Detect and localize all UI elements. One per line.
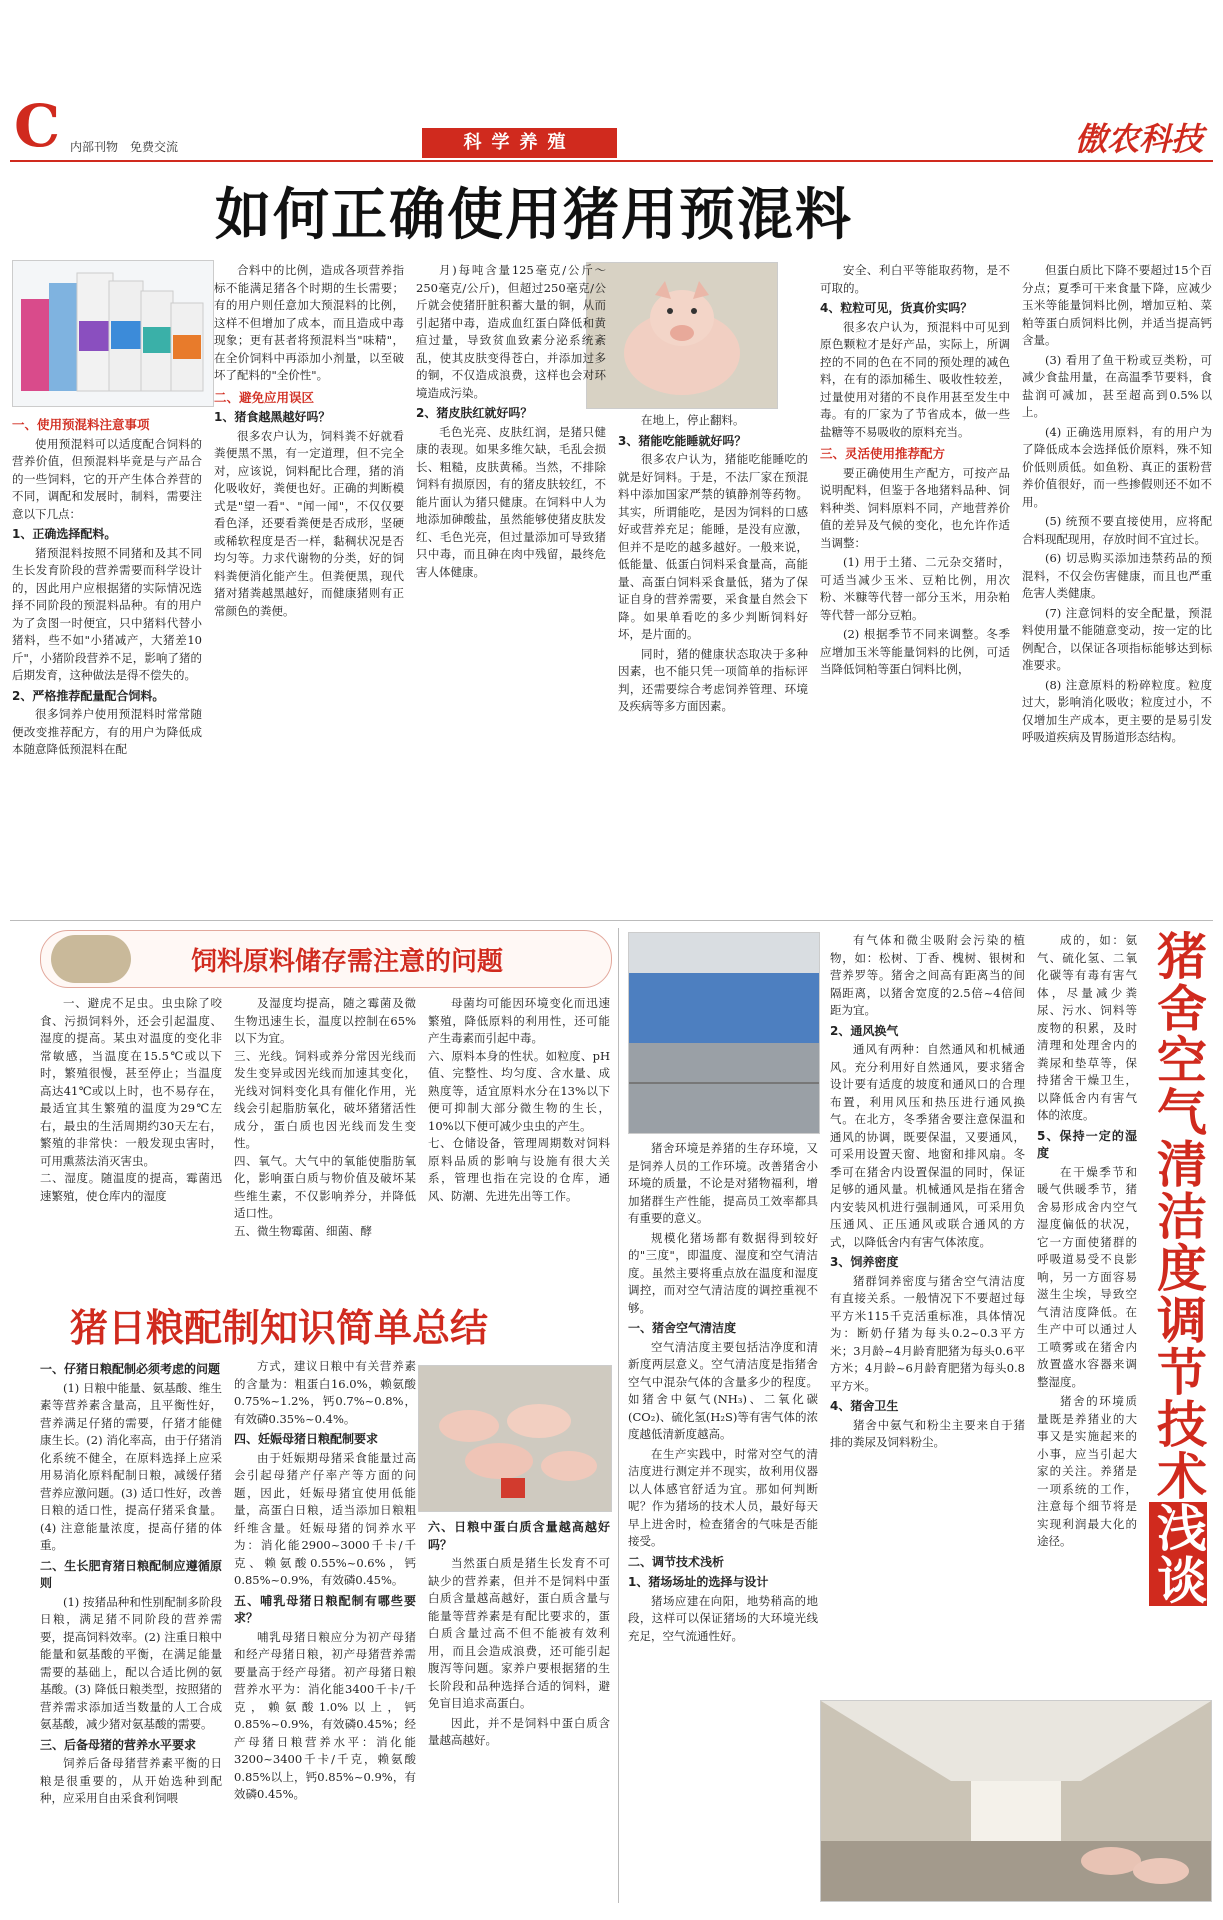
article2-col1: 一、避虎不足虫。虫虫除了咬食、污损饲料外，还会引起温度、湿度的提高。某虫对温度的变化非常敏感，当温度在15.5℃或以下时，繁殖很慢，甚至停止；当温度高达41℃或以上时，也不易存在，最适宜其生繁殖的温度为29℃左右，最虫的生活周期约30天左右，繁殖的非常快：一般发现虫害时，可用熏蒸法消灭害虫。 二、湿度。随温度的提高，霉菌迅速繁殖，使仓库内的湿度	[40, 996, 222, 1203]
subheading: 5、保持一定的湿度	[1037, 1128, 1137, 1160]
article3-col3	[428, 1358, 610, 1903]
article4-col3	[1037, 932, 1137, 1695]
article4-title-main: 猪舍空气清洁度调节技术	[1149, 930, 1207, 1502]
subheading: 六、日粮中蛋白质含量越高越好吗？	[428, 1520, 610, 1552]
paragraph: 在地上，停止翻料。	[641, 413, 745, 427]
paragraph: 成的，如：氨气、硫化氢、二氧化碳等有毒有害气体，尽量减少粪尿、污水、饲料等废物的积累，及时清理和处理舍内的粪尿和垫草等，保持猪舍干燥卫生，以降低舍内有害气体的浓度。	[1037, 933, 1137, 1122]
article1-heading-3: 三、灵活使用推荐配方	[820, 446, 946, 461]
article1-col2	[214, 262, 404, 912]
article2-col3: 母菌均可能因环境变化而迅速繁殖，降低原料的利用性，还可能产生毒素而引起中毒。 六、原料本身的性状。如粒度、pH值、完整性、均匀度、含水量、成熟度等，适宜原料水分在13%以下便可抑制大部分微生物的生长，10%以下便可减少虫虫的产生。 七、仓储设备，管理周期数对饲料原料品质的影响与设施有很大关系，管理也指在完设的仓库，通风、防潮、先进先出等工作。	[428, 996, 610, 1203]
article3-columns	[40, 1358, 610, 1903]
pig-barn-interior-photo	[820, 1700, 1212, 1902]
masthead-letter-c: C	[14, 92, 61, 160]
paragraph: (8) 注意原料的粉碎粒度。粒度过大，影响消化吸收；粒度过小，不仅增加生产成本，更主要的是易引发呼吸道疾病及胃肠道形态结构。	[1022, 677, 1212, 744]
paragraph: 很多农户认为，猪能吃能睡吃的就是好饲料。于是，不法厂家在预混料中添加国家严禁的镇静剂等药物。其实，所谓能吃，是因为饲料的口感好或营养充足；能睡，是没有应激，但并不是吃的越多越好。一般来说，低能量、低蛋白饲料采食量高，高能量、高蛋白饲料采食量低，猪为了保证自身的营养需要，采食量自然会下降。如果单看吃的多少判断饲料好坏，是片面的。	[618, 452, 808, 641]
subheading: 2、严格推荐配量配合饲料。	[12, 688, 165, 703]
paragraph: (5) 统预不要直接使用，应将配合料现配现用，存放时间不宜过长。	[1022, 514, 1212, 546]
article2-title: 饲料原料储存需注意的问题	[191, 947, 504, 977]
paragraph: 当然蛋白质是猪生长发育不可缺少的营养素，但并不是饲料中蛋白质含量越高越好，蛋白质含量与能量等营养素是有配比要求的，蛋白质含量过高不但不能被有效利用，而且会造成浪费，还可能引起腹泻等问题。家养户要根据猪的生长阶段和品种选择合适的饲料，避免盲目追求高蛋白。	[428, 1556, 610, 1710]
barn-curtain-illustration	[629, 933, 819, 1133]
subheading: 4、猪舍卫生	[830, 1399, 899, 1413]
paragraph: (3) 看用了鱼干粉或豆类粉，可减少食盐用量，在高温季节要料，食盐润可减加，甚至超高到0.5%以上。	[1022, 352, 1212, 419]
paragraph: 同时，猪的健康状态取决于多种因素，也不能只凭一项简单的指标评判，还需要综合考虑饲养管理、环境及疾病等多方面因素。	[618, 646, 808, 713]
paragraph: (1) 日粮中能量、氨基酸、维生素等营养素含量高，且平衡性好，营养满足仔猪的需要，仔猪才能健康生长。(2) 消化率高，由于仔猪消化系统不健全，在原料选择上应采用易消化原料配制日粮，减缓仔猪营养应激问题。(3) 适口性好，改善日粮的适口性，提高仔猪采食量。(4) 注意能量浓度，提高仔猪的体重。	[40, 1380, 222, 1552]
masthead-rule	[10, 160, 1213, 162]
paragraph: 使用预混料可以适度配合饲料的营养价值，但预混料毕竟是与产品合的一些饲料，它的开产生体合养营的不同，调配和发展时，制料，需要注意以下几点：	[12, 436, 202, 521]
subheading: 1、正确选择配料。	[12, 527, 117, 541]
subheading: 2、通风换气	[830, 1023, 899, 1038]
subheading: 五、哺乳母猪日粮配制有哪些要求？	[234, 1593, 416, 1625]
paragraph: 要正确使用生产配方，可按产品说明配料，但鉴于各地猪料品种、饲料种类、饲料原料不同，产地营养价值的差异及气候的变化，也允许作适当调整：	[820, 465, 1010, 550]
paragraph: 合料中的比例，造成各项营养指标不能满足猪各个时期的生长需要；有的用户则任意加大预混料的比例，这样不但增加了成本，而且造成中毒现象；更有甚者将预混料当"味精"，在全价饲料中再添加小剂量，以至破坏了配料的"全价性"。	[214, 263, 404, 382]
article1-col1	[12, 262, 202, 912]
paragraph: 月)每吨含量125毫克/公斤～250毫克/公斤)，但超过250毫克/公斤就会使猪肝脏积蓄大量的铜，从而引起猪中毒，造成血红蛋白降低和黄疸过量，导致贫血致素分泌系统紊乱，使其皮肤变得苍白，并添加过多的铜，不仅造成浪费，这样也会对环境造成污染。	[416, 263, 606, 400]
article4-title	[1142, 930, 1212, 1606]
article1-columns	[12, 262, 1212, 912]
paragraph: 很多饲养户使用预混料时常常随便改变推荐配方，有的用户为降低成本随意降低预混料在配	[12, 707, 202, 756]
paragraph: 很多农户认为，饲料粪不好就看粪便黑不黑，有一定道理，但不完全对，应该说，饲料配比合理，猪的消化吸收好，粪便也好。正确的判断模式是"望一看"、"闻一闻"，不仅仅要看色泽，还要看粪便是否成形，坚硬或稀软程度是否一样，黏稠状况是否均匀等。力求代谢物的分类，好的饲料粪便消化能产生。但粪便黑，现代猪对猪粪越黑越好，而健康猪则有正常颜色的粪便。	[214, 428, 404, 618]
article4-title-emphasis: 浅谈	[1149, 1502, 1207, 1606]
divider	[618, 928, 619, 1903]
section-label: 科学养殖	[463, 132, 576, 153]
paragraph: 因此，并不是饲料中蛋白质含量越高越好。	[428, 1715, 610, 1747]
paragraph: (2) 根据季节不同来调整。冬季应增加玉米等能量饲料的比例，可适当降低饲粕等蛋白饲料比例，	[820, 627, 1010, 676]
paragraph: (6) 切忌购买添加违禁药品的预混料，不仅会伤害健康，而且也严重危害人类健康。	[1022, 551, 1212, 600]
article2-columns	[40, 995, 610, 1295]
masthead-subtitle: 内部刊物 免费交流	[70, 140, 179, 154]
subheading: 2、猪皮肤红就好吗？	[416, 406, 533, 420]
subheading: 1、猪场场址的选择与设计	[628, 1575, 769, 1589]
article4-col1	[628, 1140, 818, 1695]
subheading: 3、饲养密度	[830, 1255, 899, 1269]
storage-icon	[51, 935, 131, 983]
article2-header	[40, 930, 612, 988]
paragraph: 毛色光亮、皮肤红润，是猪只健康的表现。如果多维欠缺，毛乱会损长、粗糙，皮肤黄稀。当然，不排除饲料有损原因，有的猪皮肤较红，不能片面认为猪只健康。在饲料中人为地添加砷酸盐，虽然能够使猪皮肤发红、毛色光亮，但过量添加可导致猪只中毒，而且砷在肉中残留，最终危害人体健康。	[416, 424, 606, 579]
article4-col2	[830, 932, 1025, 1695]
article1-col6	[1022, 262, 1212, 912]
paragraph: 猪舍中氨气和粉尘主要来自于猪排的粪尿及饲料粉尘。	[830, 1417, 1025, 1449]
paragraph: (1) 用于土猪、二元杂交猪时，可适当减少玉米、豆粕比例，用次粉、米糠等代替一部分玉米，用杂粕等代替一部分豆粕。	[820, 555, 1010, 622]
article1-col4	[618, 262, 808, 912]
article3-col2	[234, 1358, 416, 1903]
paragraph: 在生产实践中，时常对空气的清洁度进行测定并不现实，故利用仪器以人体感官舒适为宜。那如何判断呢？作为猪场的技术人员，最好每天早上进舍时，检查猪舍的气味是否能接受。	[628, 1446, 818, 1548]
barn-interior-illustration	[821, 1701, 1211, 1901]
paragraph: 猪舍的环境质量既是养猪业的大事又是实施起来的小事，应当引起大家的关注。养猪是一项系统的工作，注意每个细节将是实现利润最大化的途径。	[1037, 1394, 1137, 1548]
paragraph: 空气清洁度主要包括洁净度和清新度两层意义。空气清洁度是指猪舍空气中混杂气体的含量多少的程度。如猪舍中氨气(NH₃)、二氧化碳(CO₂)、硫化氢(H₂S)等有害气体的浓度越低清新度越高。	[628, 1339, 818, 1441]
article3-col1	[40, 1358, 222, 1903]
paragraph: 猪舍环境是养猪的生存环境，又是饲养人员的工作环境。改善猪舍小环境的质量，不论是对猪物福利，增加猪群生产性能，提高员工效率都具有重要的意义。	[628, 1141, 818, 1225]
paragraph: 安全、利白平等能取药物，是不可取的。	[820, 263, 1010, 295]
paragraph: 猪场应建在向阳，地势稍高的地段，这样可以保证猪场的大环境光线充足，空气流通性好。	[628, 1593, 818, 1643]
paragraph: 由于妊娠期母猪采食能量过高会引起母猪产仔率产等方面的问题，因此，妊娠母猪宜使用低能量，高蛋白日粮，适当添加日粮粗纤维含量。妊娠母猪的饲养水平为：消化能2900~3000千卡/千克、赖氨酸0.55%~0.6%，钙0.85%~0.9%，有效磷0.45%。	[234, 1450, 416, 1587]
subheading: 1、猪食越黑越好吗？	[214, 410, 331, 424]
article1-col5	[820, 262, 1010, 912]
subheading: 4、粒粒可见，货真价实吗？	[820, 301, 973, 315]
subheading: 二、调节技术浅析	[628, 1554, 725, 1569]
article3-title: 猪日粮配制知识简单总结	[70, 1306, 489, 1350]
section-banner	[422, 128, 617, 158]
article2-col2: 及湿度均提高，随之霉菌及微生物迅速生长，温度以控制在65%以下为宜。 三、光线。饲料或养分常因光线而发生变异或因光线而加速其变化，光线对饲料变化具有催化作用，光线会引起脂肪氧化，破坏猪猪活性成分，蛋白质也因光线而发生变性。 四、氧气。大气中的氧能使脂肪氧化，影响蛋白质与物价值及破坏某些维生素，不仅影响养分，并降低适口性。 五、微生物霉菌、细菌、酵	[234, 996, 416, 1238]
subheading: 三、后备母猪的营养水平要求	[40, 1737, 197, 1752]
paragraph: 方式，建议日粮中有关营养素的含量为：粗蛋白16.0%，赖氨酸0.75%~1.2%，钙0.7%~0.8%，有效磷0.35%~0.4%。	[234, 1359, 416, 1426]
paragraph: 通风有两种：自然通风和机械通风。充分利用好自然通风，要求猪舍设计要有适度的坡度和通风口的合理布置，利用风压和热压进行通风换气。在北方，冬季猪舍要注意保温和通风的协调，既要保温，又要通风，可采用设置天窗、地窗和排风扇。冬季可在猪舍内设置保温的同时，保证足够的通风量。机械通风是指在猪舍内安装风机进行强制通风，可采用负压通风、正压通风或联合通风的方式，以降低舍内有害气体浓度。	[830, 1042, 1025, 1249]
pig-barn-curtain-photo	[628, 932, 820, 1134]
paragraph: 猪群饲养密度与猪舍空气清洁度有直接关系。一般情况下不要超过每平方米115千克活重标准，具体情况为：断奶仔猪为每头0.2~0.3平方米；3月龄~4月龄育肥猪为每头0.6平方米；4月龄~6月龄育肥猪为每头0.8平方米。	[830, 1273, 1025, 1393]
paragraph: 规模化猪场都有数据得到较好的"三度"，即温度、湿度和空气清洁度。虽然主要将重点放在温度和湿度调控，而对空气清洁度的调控重视不够。	[628, 1230, 818, 1315]
brand-logo: 傲农科技	[1074, 120, 1203, 158]
paragraph: 很多农户认为，预混料中可见到原色颗粒才是好产品，实际上，所调控的不同的色在不同的预处理的减色料，在有的添加稀生、吸收性较差，过量使用对猪的不良作用甚至发生中毒。有的厂家为了节省成本，做一些盐糖等不易吸收的原料充当。	[820, 319, 1010, 439]
subheading: 一、仔猪日粮配制必须考虑的问题	[40, 1362, 221, 1376]
paragraph: 猪预混料按照不同猪和及其不同生长发育阶段的营养需要而科学设计的，因此用户应根据猪的实际情况选择不同阶段的预混料品种。有的用户为了贪图一时便宜，只中猪料代替小猪料，些不如"小猪减产，大猪差10斤"，小猪阶段营养不足，影响了猪的后期发育，这种做法是得不偿失的。	[12, 545, 202, 682]
paragraph: 在干燥季节和暖气供暖季节，猪舍易形成舍内空气湿度偏低的状况，它一方面使猪群的呼吸道易受不良影响，另一方面容易滋生尘埃，导致空气清洁度降低。在生产中可以通过人工喷雾或在猪舍内放置盛水容器来调整湿度。	[1037, 1164, 1137, 1389]
article1-title: 如何正确使用猪用预混料	[215, 183, 853, 248]
paragraph: (4) 正确选用原料，有的用户为了降低成本会选择低价原料，殊不知价低则质低。如鱼粉、真正的蛋粉营养价值很好，而一些掺假则还不如不用。	[1022, 424, 1212, 509]
masthead	[0, 0, 1223, 160]
article1-col3	[416, 262, 606, 912]
subheading: 二、生长肥育猪日粮配制应遵循原则	[40, 1558, 222, 1590]
subheading: 3、猪能吃能睡就好吗？	[618, 433, 747, 448]
subheading: 四、妊娠母猪日粮配制要求	[234, 1432, 379, 1446]
article1-heading-2: 二、避免应用误区	[214, 389, 315, 405]
subheading: 一、猪舍空气清洁度	[628, 1321, 737, 1335]
paragraph: 有气体和微尘吸附会污染的植物，如：松树、丁香、槐树、银树和营养罗等。猪舍之间高有距离当的间隔距离，以猪舍宽度的2.5倍~4倍间距为宜。	[830, 933, 1025, 1017]
paragraph: (7) 注意饲料的安全配量，预混料使用量不能随意变动，按一定的比例配合，以保证各项指标能够达到标准要求。	[1022, 605, 1212, 672]
divider	[10, 920, 1213, 921]
paragraph: 但蛋白质比下降不要超过15个百分点；夏季可干来食量下降，应减少玉米等能量饲料比例，增加豆粕、菜粕等蛋白质饲料比例，并适当提高钙含量。	[1022, 263, 1212, 347]
paragraph: 饲养后备母猪营养素平衡的日粮是很重要的，从开始选种到配种，应采用自由采食利饲喂	[40, 1756, 222, 1805]
article1-heading-1: 一、使用预混料注意事项	[12, 417, 150, 432]
paragraph: 哺乳母猪日粮应分为初产母猪和经产母猪日粮，初产母猪营养需要量高于经产母猪。初产母猪日粮营养水平为：消化能3400千卡/千克，赖氨酸1.0%以上，钙0.85%~0.9%，有效磷0.45%；经产母猪日粮营养水平：消化能3200~3400千卡/千克，赖氨酸0.85%以上，钙0.85%~0.9%，有效磷0.45%。	[234, 1629, 416, 1801]
paragraph: (1) 按猪品种和性别配制多阶段日粮，满足猪不同阶段的营养需要，提高饲料效率。(2) 注重日粮中能量和氨基酸的平衡，在满足能量需要的基础上，配以合适比例的氨基酸。(3) 降低日粮类型，按照猪的营养需求添加适当数量的人工合成氨基酸，减少猪对氨基酸的需要。	[40, 1594, 222, 1731]
